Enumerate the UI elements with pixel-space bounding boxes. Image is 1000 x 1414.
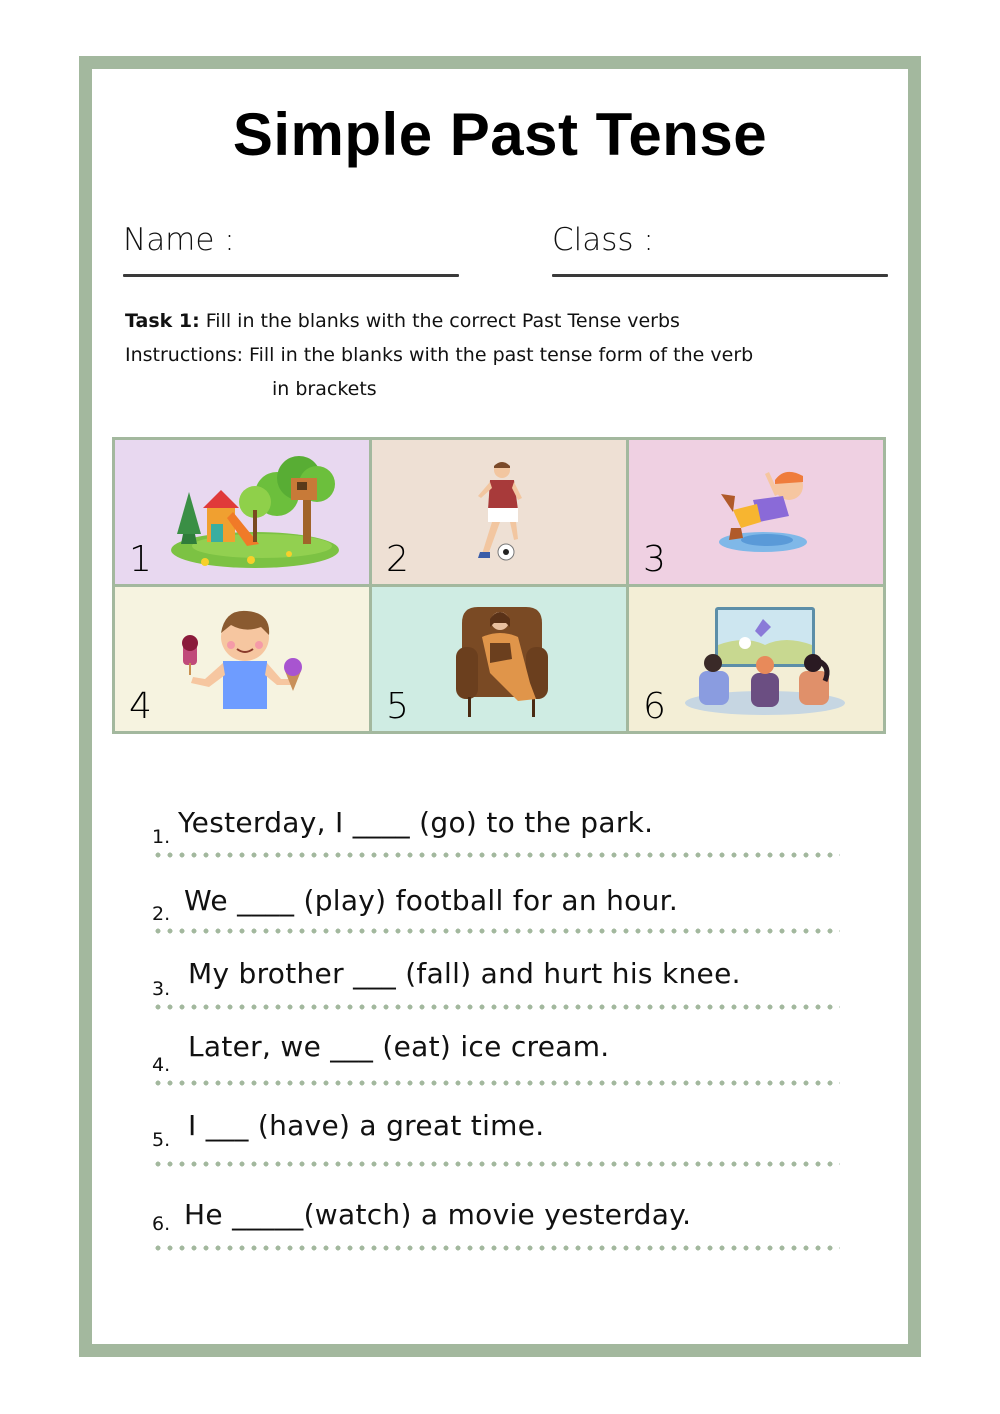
question-number: 2. [152,903,171,925]
question-2 [152,884,842,944]
answer-line[interactable] [152,852,840,858]
question-number: 5. [152,1129,171,1151]
class-field[interactable] [552,274,888,277]
task-label: Task 1: [125,310,200,332]
picture-cell-6 [629,587,883,731]
picture-cell-4 [115,587,369,731]
page-title: Simple Past Tense [232,101,768,168]
picture-grid [112,437,886,734]
question-text: We ____ (play) football for an hour. [184,884,679,917]
question-number: 6. [152,1213,171,1235]
answer-line[interactable] [152,928,840,934]
instructions-line-2: in brackets [272,378,377,400]
question-text: I ___ (have) a great time. [188,1109,545,1142]
boy-playing-football-icon [472,460,532,564]
task-heading [125,310,680,332]
name-field[interactable] [123,274,459,277]
picture-cell-3 [629,440,883,584]
park-playground-icon [167,454,342,572]
question-3 [152,957,842,1017]
question-1 [152,806,842,866]
task-text: Fill in the blanks with the correct Past Tense verbs [199,310,680,332]
question-text: My brother ___ (fall) and hurt his knee. [188,957,741,990]
picture-number: 1 [129,539,152,580]
answer-line[interactable] [152,1161,840,1167]
kids-watching-movie-icon [685,605,847,717]
question-text: He _____(watch) a movie yesterday. [184,1198,692,1231]
answer-line[interactable] [152,1080,840,1086]
question-6 [152,1198,842,1258]
picture-number: 6 [643,686,666,727]
question-4 [152,1030,842,1090]
question-5 [152,1109,842,1169]
picture-number: 4 [129,686,152,727]
question-text: Yesterday, I ____ (go) to the park. [178,806,654,839]
answer-line[interactable] [152,1004,840,1010]
picture-cell-2 [372,440,626,584]
name-label: Name : [123,222,235,258]
woman-in-armchair-icon [456,603,548,719]
picture-number: 5 [386,686,409,727]
picture-number: 2 [386,539,409,580]
answer-line[interactable] [152,1245,840,1251]
instructions-line-1: Instructions: Fill in the blanks with the past tense form of the verb [125,344,754,366]
question-number: 3. [152,978,171,1000]
question-number: 4. [152,1054,171,1076]
picture-cell-1 [115,440,369,584]
question-text: Later, we ___ (eat) ice cream. [188,1030,610,1063]
boy-eating-ice-cream-icon [175,603,305,709]
boy-falling-icon [713,466,817,558]
question-number: 1. [152,826,171,848]
class-label: Class : [552,222,654,258]
picture-cell-5 [372,587,626,731]
picture-number: 3 [643,539,666,580]
